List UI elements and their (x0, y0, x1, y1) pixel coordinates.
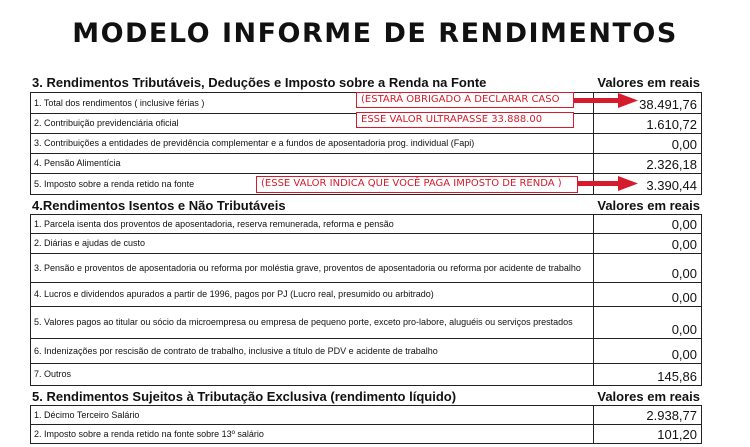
table-row (31, 364, 702, 386)
obligation-note-line1-text: (ESTARÁ OBRIGADO A DECLARAR CASO (361, 94, 560, 105)
section-3-title: 3. Rendimentos Tributáveis, Deduções e Imposto sobre a Renda na Fonte (32, 75, 487, 90)
tax-paid-note-text: (ESSE VALOR INDICA QUE VOCÊ PAGA IMPOSTO DE RENDA ) (261, 178, 562, 189)
section-4-table (30, 214, 702, 386)
income-report-document (30, 73, 702, 444)
row-label: 3. Pensão e proventos de aposentadoria ou reforma por moléstia grave, proventos de aposentadoria ou reforma por acidente de trabalho (31, 254, 594, 283)
row-label: 5. Imposto sobre a renda retido na fonte (31, 174, 594, 195)
row-value: 145,86 (594, 364, 702, 386)
table-row (31, 406, 702, 425)
row-label: 2. Imposto sobre a renda retido na fonte sobre 13º salário (31, 425, 594, 444)
table-row (31, 283, 702, 307)
table-row (31, 425, 702, 444)
obligation-note-line1 (356, 92, 574, 108)
table-row (31, 215, 702, 234)
row-label: 3. Contribuições a entidades de previdência complementar e a fundos de aposentadoria prog. individual (Fapi) (31, 134, 594, 154)
row-value: 2.326,18 (594, 154, 702, 174)
row-value: 0,00 (594, 339, 702, 364)
row-value: 0,00 (594, 234, 702, 254)
arrow-right-icon (574, 92, 640, 110)
arrow-right-icon (578, 175, 640, 193)
row-label: 2. Diárias e ajudas de custo (31, 234, 594, 254)
table-row (31, 154, 702, 174)
row-label: 6. Indenizações por rescisão de contrato de trabalho, inclusive a título de PDV e acidente de trabalho (31, 339, 594, 364)
section-3-header (30, 73, 702, 92)
row-value: 2.938,77 (594, 406, 702, 425)
section-5-title: 5. Rendimentos Sujeitos à Tributação Exclusiva (rendimento líquido) (32, 389, 457, 404)
section-5-header (30, 386, 702, 405)
section-3-values-header: Valores em reais (597, 75, 700, 90)
row-label: 5. Valores pagos ao titular ou sócio da microempresa ou empresa de pequeno porte, exceto pro-labore, aluguéis ou serviços prestados (31, 307, 594, 339)
row-value: 3.390,44 (594, 174, 702, 195)
row-value: 0,00 (594, 215, 702, 234)
table-row (31, 307, 702, 339)
tax-paid-note (256, 176, 578, 193)
table-row (31, 234, 702, 254)
row-value: 0,00 (594, 307, 702, 339)
table-row (31, 339, 702, 364)
row-label: 7. Outros (31, 364, 594, 386)
row-label: 1. Parcela isenta dos proventos de aposentadoria, reserva remunerada, reforma e pensão (31, 215, 594, 234)
obligation-note-line2-text: ESSE VALOR ULTRAPASSE 33.888.00 (361, 114, 543, 125)
obligation-note-line2 (356, 112, 574, 128)
row-value: 0,00 (594, 283, 702, 307)
section-5-table (30, 405, 702, 444)
row-label: 4. Lucros e dividendos apurados a partir de 1996, pagos por PJ (Lucro real, presumido ou arbitrado) (31, 283, 594, 307)
row-label: 1. Décimo Terceiro Salário (31, 406, 594, 425)
section-4-values-header: Valores em reais (597, 198, 700, 213)
row-label: 1. Total dos rendimentos ( inclusive férias ) (31, 93, 594, 114)
section-4-header (30, 195, 702, 214)
table-row (31, 254, 702, 283)
table-row (31, 134, 702, 154)
page-title: MODELO INFORME DE RENDIMENTOS (72, 18, 678, 49)
row-value: 1.610,72 (594, 114, 702, 134)
row-value: 101,20 (594, 425, 702, 444)
row-label: 4. Pensão Alimentícia (31, 154, 594, 174)
section-5-values-header: Valores em reais (597, 389, 700, 404)
row-value: 38.491,76 (594, 93, 702, 114)
section-4-title: 4.Rendimentos Isentos e Não Tributáveis (32, 198, 286, 213)
row-label: 2. Contribuição previdenciária oficial (31, 114, 594, 134)
row-value: 0,00 (594, 254, 702, 283)
row-value: 0,00 (594, 134, 702, 154)
